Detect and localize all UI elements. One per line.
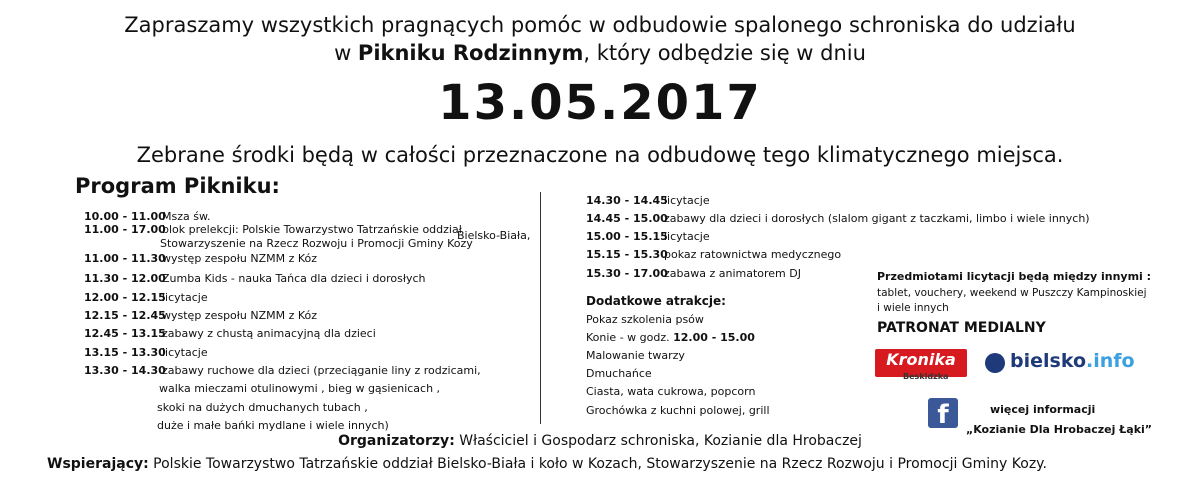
schedule-time: 11.00 - 17.00 bbox=[84, 223, 166, 236]
schedule-time: 12.00 - 12.15 bbox=[84, 291, 166, 304]
bielsko-logo-a: bielsko bbox=[1010, 350, 1086, 372]
bielsko-info-icon bbox=[985, 353, 1005, 373]
schedule-time: 12.45 - 13.15 bbox=[84, 327, 166, 340]
schedule-time: 13.30 - 14.30 bbox=[84, 364, 166, 377]
facebook-icon: f bbox=[928, 398, 958, 428]
kronika-logo-sub: Beskidzka bbox=[903, 372, 949, 381]
schedule-desc: występ zespołu NZMM z Kóz bbox=[162, 252, 318, 265]
schedule-desc: Msza św. bbox=[162, 210, 211, 223]
schedule-desc: zabawy dla dzieci i dorosłych (slalom gigant z taczkami, limbo i wiele innych) bbox=[664, 212, 1090, 225]
purpose-note: Zebrane środki będą w całości przeznaczone na odbudowę tego klimatycznego miejsca. bbox=[136, 143, 1064, 167]
schedule-desc: licytacje bbox=[664, 230, 710, 243]
organizers bbox=[0, 433, 1200, 449]
supporters bbox=[47, 456, 1047, 472]
intro-line-2-post: , który odbędzie się w dniu bbox=[583, 41, 866, 65]
extra-item: Dmuchańce bbox=[586, 367, 652, 380]
program-title: Program Pikniku: bbox=[75, 174, 280, 198]
schedule-desc: licytacje bbox=[664, 194, 710, 207]
schedule-time: 13.15 - 13.30 bbox=[84, 346, 166, 359]
schedule-desc: licytacje bbox=[162, 346, 208, 359]
auction-items: tablet, vouchery, weekend w Puszczy Kampinoskiej bbox=[877, 287, 1147, 299]
organizers-label: Organizatorzy: bbox=[338, 433, 455, 449]
schedule-desc: pokaz ratownictwa medycznego bbox=[664, 248, 842, 261]
bielsko-logo-b: .info bbox=[1086, 350, 1135, 372]
schedule-time: 14.45 - 15.00 bbox=[586, 212, 668, 225]
bielsko-info-logo bbox=[1010, 350, 1135, 372]
schedule-desc: Stowarzyszenie na Rzecz Rozwoju i Promocji Gminy Kozy bbox=[160, 237, 473, 250]
facebook-page-name: „Kozianie Dla Hrobaczej Łąki” bbox=[966, 423, 1153, 436]
schedule-desc: blok prelekcji: Polskie Towarzystwo Tatrzańskie oddział bbox=[162, 223, 462, 236]
extra-item: Ciasta, wata cukrowa, popcorn bbox=[586, 385, 756, 398]
schedule-desc: zabawy z chustą animacyjną dla dzieci bbox=[162, 327, 376, 340]
event-name: Pikniku Rodzinnym bbox=[357, 41, 584, 65]
intro-line-2 bbox=[0, 40, 1200, 67]
organizers-text: Właściciel i Gospodarz schroniska, Kozianie dla Hrobaczej bbox=[454, 433, 862, 449]
schedule-desc: licytacje bbox=[162, 291, 208, 304]
event-date: 13.05.2017 bbox=[438, 75, 762, 131]
extras-title: Dodatkowe atrakcje: bbox=[586, 294, 726, 308]
schedule-desc: zabawy ruchowe dla dzieci (przeciąganie liny z rodzicami, bbox=[162, 364, 481, 377]
extra-item-text: Konie - w godz. bbox=[586, 331, 674, 344]
intro-line-1: Zapraszamy wszystkich pragnących pomóc w odbudowie spalonego schroniska do udziału bbox=[124, 13, 1076, 37]
schedule-time: 15.00 - 15.15 bbox=[586, 230, 668, 243]
extra-item: Grochówka z kuchni polowej, grill bbox=[586, 404, 770, 417]
media-patronage-title: PATRONAT MEDIALNY bbox=[877, 320, 1046, 336]
bielsko-biala-note: Bielsko-Biała, bbox=[457, 229, 531, 242]
schedule-desc: Zumba Kids - nauka Tańca dla dzieci i dorosłych bbox=[162, 272, 426, 285]
extra-item: Malowanie twarzy bbox=[586, 349, 685, 362]
schedule-time: 11.30 - 12.00 bbox=[84, 272, 166, 285]
schedule-desc: walka mieczami otulinowymi , bieg w gąsienicach , bbox=[159, 382, 441, 395]
schedule-desc: występ zespołu NZMM z Kóz bbox=[162, 309, 318, 322]
schedule-time: 15.15 - 15.30 bbox=[586, 248, 668, 261]
schedule-time: 15.30 - 17.00 bbox=[586, 267, 668, 280]
extra-item: Pokaz szkolenia psów bbox=[586, 313, 704, 326]
schedule-time: 10.00 - 11.00 bbox=[84, 210, 166, 223]
kronika-logo-text: Kronika bbox=[886, 350, 956, 369]
intro-line-2-pre: w bbox=[334, 41, 358, 65]
schedule-time: 12.15 - 12.45 bbox=[84, 309, 166, 322]
schedule-desc: duże i małe bańki mydlane i wiele innych) bbox=[157, 419, 389, 432]
supporters-text: Polskie Towarzystwo Tatrzańskie oddział Bielsko-Biała i koło w Kozach, Stowarzyszenie na Rzecz Rozwoju i Promocji Gminy Kozy. bbox=[148, 456, 1047, 472]
schedule-desc: skoki na dużych dmuchanych tubach , bbox=[157, 401, 368, 414]
schedule-desc: zabawa z animatorem DJ bbox=[664, 267, 801, 280]
column-divider bbox=[540, 192, 541, 424]
extra-item-hours: 12.00 - 15.00 bbox=[673, 331, 755, 344]
auction-title: Przedmiotami licytacji będą między innymi : bbox=[877, 270, 1152, 283]
auction-items-more: i wiele innych bbox=[877, 302, 949, 314]
kronika-beskidzka-logo bbox=[875, 349, 967, 381]
schedule-time: 14.30 - 14.45 bbox=[586, 194, 668, 207]
supporters-label: Wspierający: bbox=[47, 456, 149, 472]
schedule-time: 11.00 - 11.30 bbox=[84, 252, 166, 265]
extra-item bbox=[586, 331, 755, 344]
more-info-label: więcej informacji bbox=[990, 403, 1096, 416]
